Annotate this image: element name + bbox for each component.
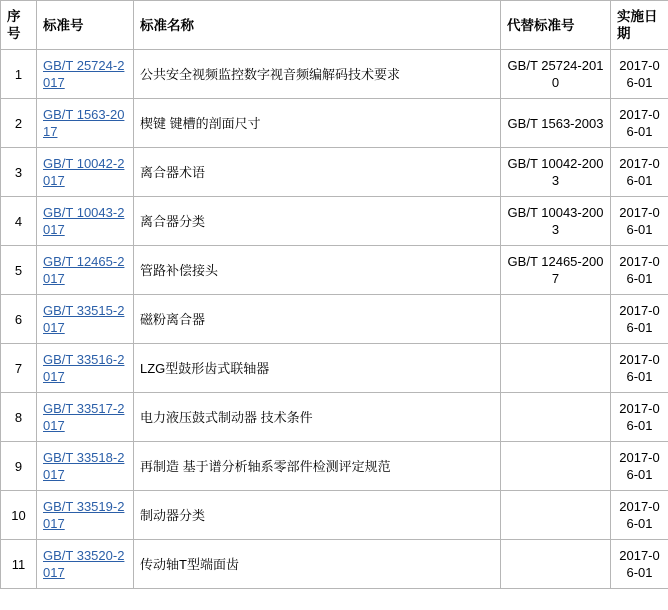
cell-index: 8 [1, 393, 37, 442]
cell-standard-name: 离合器分类 [134, 197, 501, 246]
cell-standard-no [37, 99, 134, 148]
cell-standard-name: 楔键 键槽的剖面尺寸 [134, 99, 501, 148]
cell-effective-date: 2017-06-01 [611, 295, 668, 344]
standard-no-link[interactable]: GB/T 33515-2017 [43, 303, 125, 335]
cell-replaced-no: GB/T 10042-2003 [501, 148, 611, 197]
cell-replaced-no [501, 442, 611, 491]
cell-effective-date: 2017-06-01 [611, 344, 668, 393]
cell-standard-no [37, 393, 134, 442]
cell-standard-name: 离合器术语 [134, 148, 501, 197]
cell-effective-date: 2017-06-01 [611, 246, 668, 295]
cell-effective-date: 2017-06-01 [611, 442, 668, 491]
cell-standard-name: 公共安全视频监控数字视音频编解码技术要求 [134, 50, 501, 99]
table-row [1, 344, 668, 393]
cell-standard-no [37, 246, 134, 295]
standard-no-link[interactable]: GB/T 10042-2017 [43, 156, 125, 188]
header-standard-name: 标准名称 [134, 1, 501, 50]
cell-standard-no [37, 540, 134, 589]
cell-replaced-no: GB/T 12465-2007 [501, 246, 611, 295]
standard-no-link[interactable]: GB/T 12465-2017 [43, 254, 125, 286]
cell-standard-no [37, 295, 134, 344]
standard-no-link[interactable]: GB/T 10043-2017 [43, 205, 125, 237]
cell-standard-name: LZG型鼓形齿式联轴器 [134, 344, 501, 393]
cell-index: 2 [1, 99, 37, 148]
cell-standard-no [37, 197, 134, 246]
cell-standard-name: 管路补偿接头 [134, 246, 501, 295]
cell-replaced-no: GB/T 10043-2003 [501, 197, 611, 246]
cell-index: 3 [1, 148, 37, 197]
table-header-row [1, 1, 668, 50]
cell-replaced-no: GB/T 25724-2010 [501, 50, 611, 99]
standard-no-link[interactable]: GB/T 33520-2017 [43, 548, 125, 580]
table-row [1, 197, 668, 246]
header-standard-no: 标准号 [37, 1, 134, 50]
cell-replaced-no [501, 540, 611, 589]
table-row [1, 148, 668, 197]
cell-effective-date: 2017-06-01 [611, 197, 668, 246]
cell-index: 6 [1, 295, 37, 344]
standard-no-link[interactable]: GB/T 25724-2017 [43, 58, 125, 90]
cell-standard-name: 传动轴T型端面齿 [134, 540, 501, 589]
cell-index: 1 [1, 50, 37, 99]
cell-effective-date: 2017-06-01 [611, 50, 668, 99]
table-row [1, 540, 668, 589]
cell-standard-no [37, 442, 134, 491]
standard-no-link[interactable]: GB/T 33518-2017 [43, 450, 125, 482]
cell-index: 5 [1, 246, 37, 295]
header-effective-date: 实施日期 [611, 1, 668, 50]
cell-standard-no [37, 344, 134, 393]
table-body [1, 50, 668, 589]
standard-no-link[interactable]: GB/T 33519-2017 [43, 499, 125, 531]
table-row [1, 295, 668, 344]
cell-replaced-no [501, 491, 611, 540]
cell-index: 11 [1, 540, 37, 589]
cell-effective-date: 2017-06-01 [611, 99, 668, 148]
cell-effective-date: 2017-06-01 [611, 393, 668, 442]
cell-index: 10 [1, 491, 37, 540]
cell-effective-date: 2017-06-01 [611, 491, 668, 540]
standard-no-link[interactable]: GB/T 1563-2017 [43, 107, 125, 139]
cell-standard-no [37, 50, 134, 99]
standard-no-link[interactable]: GB/T 33517-2017 [43, 401, 125, 433]
cell-effective-date: 2017-06-01 [611, 540, 668, 589]
cell-index: 4 [1, 197, 37, 246]
header-replaced-no: 代替标准号 [501, 1, 611, 50]
table-row [1, 442, 668, 491]
cell-standard-name: 磁粉离合器 [134, 295, 501, 344]
cell-standard-name: 制动器分类 [134, 491, 501, 540]
cell-standard-name: 再制造 基于谱分析轴系零部件检测评定规范 [134, 442, 501, 491]
cell-replaced-no [501, 393, 611, 442]
cell-index: 9 [1, 442, 37, 491]
table-row [1, 491, 668, 540]
cell-standard-no [37, 148, 134, 197]
cell-standard-name: 电力液压鼓式制动器 技术条件 [134, 393, 501, 442]
cell-replaced-no [501, 295, 611, 344]
table-header [1, 1, 668, 50]
cell-index: 7 [1, 344, 37, 393]
standard-no-link[interactable]: GB/T 33516-2017 [43, 352, 125, 384]
cell-replaced-no: GB/T 1563-2003 [501, 99, 611, 148]
cell-replaced-no [501, 344, 611, 393]
header-index: 序号 [1, 1, 37, 50]
table-row [1, 393, 668, 442]
cell-standard-no [37, 491, 134, 540]
table-row [1, 50, 668, 99]
table-row [1, 99, 668, 148]
cell-effective-date: 2017-06-01 [611, 148, 668, 197]
table-row [1, 246, 668, 295]
